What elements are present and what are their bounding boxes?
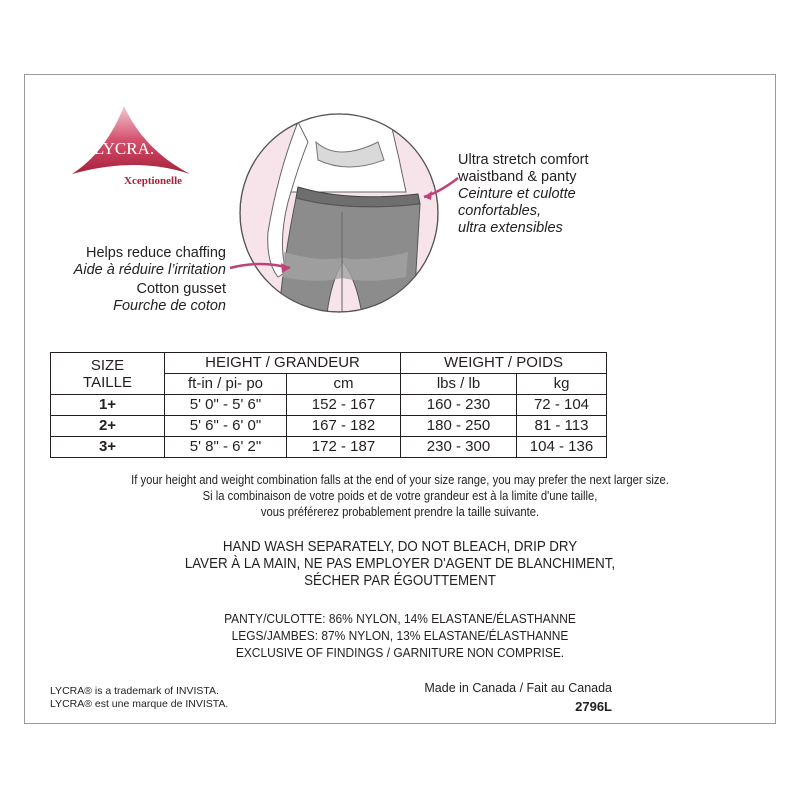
waistband-fr-1: Ceinture et culotte xyxy=(458,186,576,202)
waistband-fr-2: confortables, xyxy=(458,203,542,219)
waistband-callout xyxy=(458,152,589,237)
gusset-fr: Fourche de coton xyxy=(113,298,226,314)
gusset-callout xyxy=(113,281,226,315)
ftin-cell: 5' 6" - 6' 0" xyxy=(165,416,287,437)
size-note-line1: If your height and weight combination falls at the end of your size range, you may prefer the next larger size. xyxy=(131,473,669,487)
chafing-callout xyxy=(74,245,226,279)
size-header xyxy=(51,353,165,395)
size-chart-table xyxy=(50,352,607,458)
weight-header: WEIGHT / POIDS xyxy=(401,353,607,374)
fabric-line1: PANTY/CULOTTE: 86% NYLON, 14% ELASTANE/ÉLASTHANNE xyxy=(224,611,576,626)
care-line3: SÉCHER PAR ÉGOUTTEMENT xyxy=(304,573,496,589)
trademark-en: LYCRA® is a trademark of INVISTA. xyxy=(50,685,219,697)
product-code: 2796L xyxy=(575,699,612,714)
ftin-subheader: ft-in / pi- po xyxy=(165,374,287,395)
fabric-line3: EXCLUSIVE OF FINDINGS / GARNITURE NON COMPRISE. xyxy=(235,645,565,660)
cm-cell: 167 - 182 xyxy=(287,416,401,437)
fabric-content xyxy=(32,610,768,661)
kg-cell: 104 - 136 xyxy=(517,437,607,458)
table-row xyxy=(51,395,607,416)
size-cell: 2+ xyxy=(51,416,165,437)
table-row xyxy=(51,416,607,437)
waistband-en-1: Ultra stretch comfort xyxy=(458,152,589,168)
height-header: HEIGHT / GRANDEUR xyxy=(165,353,401,374)
waistband-fr-3: ultra extensibles xyxy=(458,220,563,236)
lbs-cell: 230 - 300 xyxy=(401,437,517,458)
kg-cell: 72 - 104 xyxy=(517,395,607,416)
size-header-en: SIZE xyxy=(90,356,125,374)
trademark-note xyxy=(50,685,228,711)
care-line2: LAVER À LA MAIN, NE PAS EMPLOYER D'AGENT DE BLANCHIMENT, xyxy=(184,556,616,572)
lbs-cell: 180 - 250 xyxy=(401,416,517,437)
trademark-fr: LYCRA® est une marque de INVISTA. xyxy=(50,698,229,710)
size-note-line3: vous préférerez probablement prendre la taille suivante. xyxy=(260,505,540,519)
cm-cell: 172 - 187 xyxy=(287,437,401,458)
size-note-line2: Si la combinaison de votre poids et de votre grandeur est à la limite d'une taille, xyxy=(202,489,598,503)
chafing-en: Helps reduce chaffing xyxy=(86,245,226,261)
size-note xyxy=(40,472,760,520)
size-header-fr: TAILLE xyxy=(83,373,132,391)
cm-cell: 152 - 167 xyxy=(287,395,401,416)
logo-subtitle: Xceptionelle xyxy=(124,175,183,187)
waistband-en-2: waistband & panty xyxy=(458,169,577,185)
lbs-subheader: lbs / lb xyxy=(401,374,517,395)
table-row xyxy=(51,437,607,458)
kg-cell: 81 - 113 xyxy=(517,416,607,437)
hosiery-illustration xyxy=(238,112,440,314)
size-cell: 1+ xyxy=(51,395,165,416)
care-line1: HAND WASH SEPARATELY, DO NOT BLEACH, DRIP DRY xyxy=(222,539,578,555)
chafing-fr: Aide à réduire l’irritation xyxy=(73,262,226,278)
gusset-en: Cotton gusset xyxy=(136,281,226,297)
lbs-cell: 160 - 230 xyxy=(401,395,517,416)
made-in-label: Made in Canada / Fait au Canada xyxy=(424,681,612,695)
care-instructions xyxy=(32,539,768,590)
fabric-line2: LEGS/JAMBES: 87% NYLON, 13% ELASTANE/ÉLASTHANNE xyxy=(231,628,569,643)
size-cell: 3+ xyxy=(51,437,165,458)
logo-text: LYCRA. xyxy=(93,139,155,158)
cm-subheader: cm xyxy=(287,374,401,395)
ftin-cell: 5' 0" - 5' 6" xyxy=(165,395,287,416)
kg-subheader: kg xyxy=(517,374,607,395)
ftin-cell: 5' 8" - 6' 2" xyxy=(165,437,287,458)
